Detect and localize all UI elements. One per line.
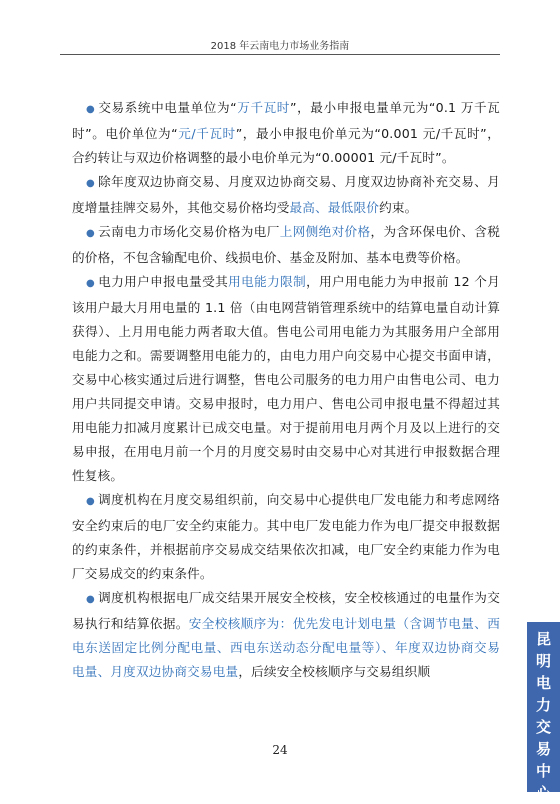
side-tab-char: 中 [535, 762, 551, 780]
side-tab-char: 心 [535, 784, 551, 802]
bullet-paragraph [72, 270, 500, 488]
paragraph-text: ”，最小申报电量单元为“0.1 万千瓦时”。电价单位为“ [72, 100, 500, 141]
highlighted-text: 用电能力限制 [228, 274, 307, 289]
bullet-icon: ● [86, 228, 95, 239]
bullet-icon: ● [86, 278, 95, 289]
highlighted-text: 万千瓦时 [236, 100, 290, 115]
side-tab-char: 易 [535, 740, 551, 758]
side-tab-char: 交 [535, 718, 551, 736]
highlighted-text: 最高、最低限价 [289, 200, 380, 215]
bullet-paragraph [72, 220, 500, 270]
side-tab-char: 昆 [535, 630, 551, 648]
page-number: 24 [272, 743, 288, 757]
paragraph-text: 约束。 [379, 200, 418, 215]
bullet-paragraph [72, 488, 500, 586]
paragraph-text: ，为含环保电价、含税的价格，不包含输配电价、线损电价、基金及附加、基本电费等价格。 [72, 224, 500, 265]
paragraph-text: 除年度双边协商交易、月度双边协商交易、月度双边协商补充交易、月度增量挂牌交易外，其他交易价格均受 [72, 174, 500, 215]
side-tab-char: 力 [535, 696, 551, 714]
paragraph-text: 云南电力市场化交易价格为电厂 [98, 224, 280, 239]
bullet-icon: ● [86, 594, 95, 605]
bullet-icon: ● [86, 104, 95, 115]
side-tab-char: 明 [535, 652, 551, 670]
highlighted-text: 上网侧绝对价格 [279, 224, 371, 239]
bullet-icon: ● [86, 178, 95, 189]
highlighted-text: 元/千瓦时 [177, 126, 236, 141]
side-tab-char: 电 [535, 674, 551, 692]
header-divider [60, 54, 500, 55]
document-body [72, 96, 500, 684]
highlighted-text: 安全校核顺序为：优先发电计划电量（含调节电量、西电东送固定比例分配电量、西电东送动态分配电量等）、年度双边协商交易电量、月度双边协商交易电量 [72, 616, 500, 679]
page-header-title: 2018 年云南电力市场业务指南 [210, 41, 350, 52]
bullet-paragraph [72, 170, 500, 220]
bullet-icon: ● [86, 496, 95, 507]
side-tab-label [527, 622, 560, 802]
paragraph-text: 调度机构根据电厂成交结果开展安全校核，安全校核通过的电量作为交易执行和结算依据。 [72, 590, 500, 631]
bullet-paragraph [72, 96, 500, 170]
bullet-paragraph [72, 586, 500, 684]
paragraph-text: ，用户用电能力为申报前 12 个月该用户最大月用电量的 1.1 倍（由电网营销管理系统中的结算电量自动计算获得）、上月用电能力两者取大值。售电公司用电能力为其服务用户全部用电能力之和。需要调整用电能力的，由电力用户向交易中心提交书面申请，交易中心核实通过后进行调整，售电公司服务的电力用户由售电公司、电力用户共同提交申请。交易申报时，电力用户、售电公司申报电量不得超过其用电能力扣减月度累计已成交电量。对于提前用电月两个月及以上进行的交易申报，在用电月前一个月的月度交易时由交易中心对其进行申报数据合理性复核。 [72, 274, 501, 483]
paragraph-text: 电力用户申报电量受其 [98, 274, 229, 289]
paragraph-text: 交易系统中电量单位为“ [98, 100, 237, 115]
paragraph-text: ”，最小申报电价单元为“0.001 元/千瓦时”，合约转让与双边价格调整的最小电价单元为“0.00001 元/千瓦时”。 [72, 126, 500, 165]
paragraph-text: ，后续安全校核顺序与交易组织顺 [238, 664, 431, 679]
paragraph-text: 调度机构在月度交易组织前，向交易中心提供电厂发电能力和考虑网络安全约束后的电厂安全约束能力。其中电厂发电能力作为电厂提交申报数据的约束条件，并根据前序交易成交结果依次扣减，电厂安全约束能力作为电厂交易成交的约束条件。 [72, 492, 500, 581]
